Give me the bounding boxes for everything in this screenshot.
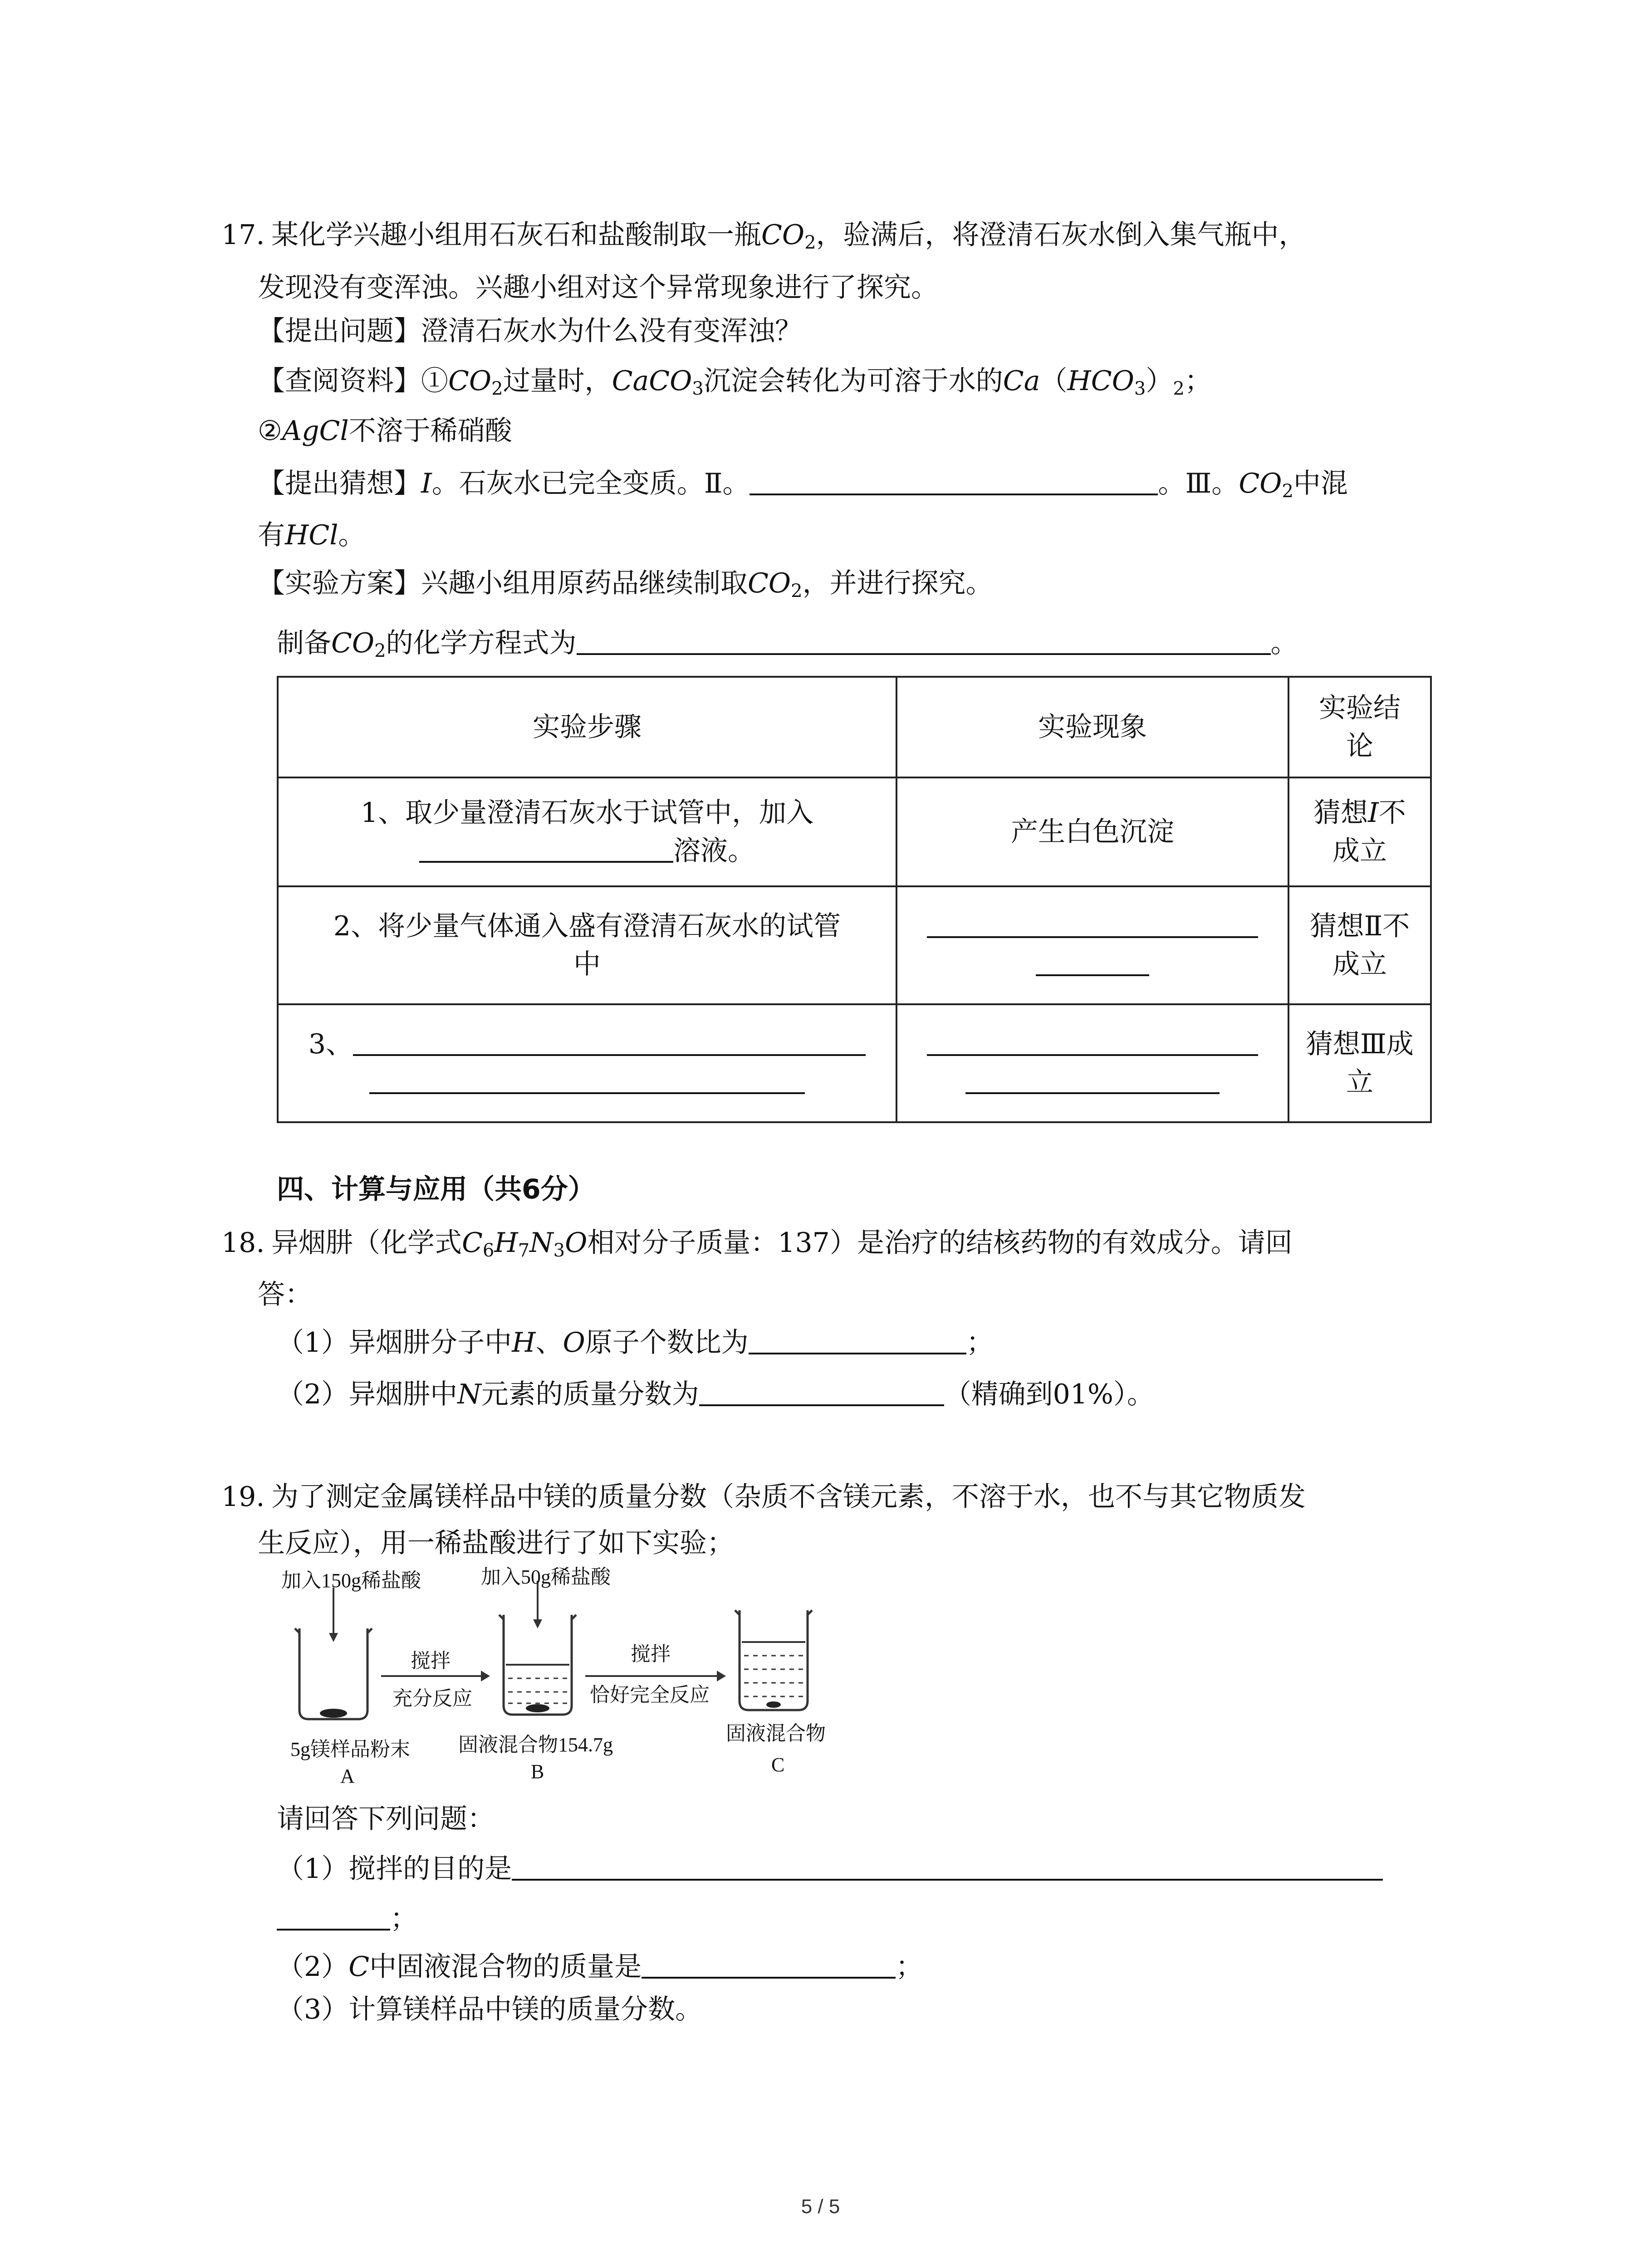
table-row <box>278 1004 1431 1122</box>
q17-reference-1 <box>258 363 1212 399</box>
row2-phenomenon <box>896 886 1288 1004</box>
q18-sub1-text: 、 <box>535 1327 563 1359</box>
formula-h: H <box>494 1227 518 1259</box>
header-conclusion <box>1288 677 1431 777</box>
plan-text: ，并进行探究。 <box>802 567 993 599</box>
formula-caco3-sub: 3 <box>692 378 704 399</box>
row3-step <box>278 1004 896 1122</box>
q19-sub2-end: ； <box>896 1951 923 1983</box>
figure-letter-b: B <box>531 1760 544 1783</box>
figure-label-add-b: 加入50g稀盐酸 <box>481 1566 611 1588</box>
q18-sub1-end: ； <box>966 1327 994 1359</box>
q18-sub1 <box>277 1325 994 1361</box>
guess-text: 有 <box>258 519 285 551</box>
formula-sub: 6 <box>482 1240 495 1261</box>
answer-blank-row3-step-a[interactable] <box>353 1027 866 1056</box>
q19-sub3: （3）计算镁样品中镁的质量分数。 <box>277 1994 703 2025</box>
row2-conclusion-2: 成立 <box>1332 948 1387 980</box>
header-phenomenon: 实验现象 <box>896 677 1288 777</box>
row2-conclusion <box>1288 886 1431 1004</box>
formula-co2-sub: 2 <box>374 640 386 661</box>
q18-sub1-text: （1）异烟肼分子中 <box>277 1327 512 1359</box>
answer-blank-q18-1[interactable] <box>749 1325 966 1354</box>
reference-mark: ② <box>258 415 282 447</box>
q19-sub2-text: 中固液混合物的质量是 <box>369 1951 642 1983</box>
row1-phenomenon: 产生白色沉淀 <box>896 777 1288 886</box>
q17-guess-line2 <box>258 517 365 553</box>
section-heading: 四、计算与应用（共6分） <box>277 1173 595 1205</box>
header-conclusion-2: 论 <box>1346 730 1373 762</box>
reference-text: 过量时， <box>503 365 612 397</box>
row1-conclusion-1b: 不 <box>1378 797 1406 829</box>
q17-number: 17. <box>221 219 265 251</box>
answer-blank-row3-phenomenon-a[interactable] <box>927 1027 1258 1056</box>
reference-text: 沉淀会转化为可溶于水的 <box>703 365 1003 397</box>
formula-o: O <box>565 1227 588 1259</box>
q18-sub2-end: （精确到01%）。 <box>944 1378 1155 1410</box>
formula-co2-sub: 2 <box>1282 481 1293 502</box>
formula-n: N <box>457 1378 481 1410</box>
row1-conclusion-2: 成立 <box>1332 835 1387 867</box>
row2-step-text: 2、将少量气体通入盛有澄清石灰水的试管 <box>333 910 841 942</box>
row1-step-text-2: 溶液。 <box>673 835 755 867</box>
q17-line1 <box>221 217 1306 253</box>
figure-label-add-a: 加入150g稀盐酸 <box>281 1569 421 1592</box>
formula-n: N <box>529 1227 554 1259</box>
figure-label-b: 固液混合物154.7g <box>458 1734 613 1756</box>
guess-text: 。 <box>338 519 366 551</box>
guess-text: 。石灰水已完全变质。Ⅱ。 <box>431 468 750 499</box>
table-row <box>278 677 1431 777</box>
figure-label-arrow2-top: 搅拌 <box>631 1643 671 1665</box>
q18-sub2 <box>277 1376 1154 1413</box>
q19-line1 <box>221 1479 1306 1515</box>
q17-line2: 发现没有变浑浊。兴趣小组对这个异常现象进行了探究。 <box>258 272 938 303</box>
row2-step-text-2: 中 <box>573 948 601 980</box>
equation-text: 的化学方程式为 <box>386 627 577 659</box>
q19-sub2-text: （2） <box>277 1951 349 1983</box>
q19-sub1-cont <box>277 1901 417 1937</box>
reference-label: 【查阅资料】① <box>258 365 448 397</box>
row3-step-text: 3、 <box>308 1028 353 1060</box>
answer-blank-row1-reagent[interactable] <box>419 834 673 863</box>
row1-step-text: 1、取少量澄清石灰水于试管中，加入 <box>360 797 814 829</box>
formula-co2-sub: 2 <box>491 378 503 399</box>
row1-conclusion <box>1288 777 1431 886</box>
figure-label-arrow1-bottom: 充分反应 <box>392 1687 472 1710</box>
header-step: 实验步骤 <box>278 677 896 777</box>
formula-o: O <box>563 1327 585 1359</box>
plan-text: 【实验方案】兴趣小组用原药品继续制取 <box>258 567 748 599</box>
formula-co2: CO <box>448 365 492 397</box>
reference-paren: ） <box>1146 365 1173 397</box>
equation-end: 。 <box>1270 627 1298 659</box>
roman-i: I <box>421 468 432 499</box>
guess-text: 。Ⅲ。 <box>1158 468 1239 499</box>
reference-text: 不溶于稀硝酸 <box>348 415 512 447</box>
beaker-c <box>735 1610 812 1710</box>
formula-c: C <box>348 1951 370 1983</box>
answer-blank-equation[interactable] <box>577 626 1271 655</box>
formula-sub: 7 <box>518 1240 530 1261</box>
figure-label-c: 固液混合物 <box>726 1722 826 1745</box>
formula-hcl: HCl <box>285 519 338 551</box>
answer-blank-q19-1b[interactable] <box>277 1901 390 1931</box>
q17-plan <box>258 565 993 601</box>
formula-caco3: CaCO <box>612 365 692 397</box>
beaker-b <box>499 1581 576 1715</box>
reference-end: ； <box>1184 365 1212 397</box>
experiment-table <box>277 676 1432 1123</box>
formula-hco3-sub: 3 <box>1134 378 1146 399</box>
row1-conclusion-1: 猜想 <box>1313 797 1368 829</box>
formula-co2: CO <box>1239 468 1282 499</box>
q17-guess-line1 <box>258 465 1348 502</box>
answer-blank-q19-2[interactable] <box>642 1950 896 1979</box>
table-row <box>278 777 1431 886</box>
q17-stem-part2: ，验满后，将澄清石灰水倒入集气瓶中， <box>816 219 1306 251</box>
q18-number: 18. <box>221 1227 265 1259</box>
answer-blank-row3-step-b[interactable] <box>369 1065 805 1094</box>
q18-line1 <box>221 1225 1293 1261</box>
guess-label: 【提出猜想】 <box>258 468 421 499</box>
answer-blank-row3-phenomenon-b[interactable] <box>965 1065 1220 1094</box>
reference-paren: （ <box>1040 365 1068 397</box>
q17-reference-2 <box>258 413 512 449</box>
equation-text: 制备 <box>277 627 331 659</box>
figure-letter-a: A <box>340 1765 355 1787</box>
formula-co2: CO <box>761 219 805 251</box>
row3-conclusion-2: 立 <box>1346 1066 1373 1098</box>
formula-co2: CO <box>748 567 791 599</box>
guess-text: 中混 <box>1293 468 1348 499</box>
row2-conclusion-1: 猜想Ⅱ不 <box>1309 910 1410 942</box>
q19-sub1-end: ； <box>390 1903 417 1935</box>
row3-phenomenon <box>896 1004 1288 1122</box>
q18-sub2-text: （2）异烟肼中 <box>277 1378 458 1410</box>
row2-step <box>278 886 896 1004</box>
beaker-a <box>295 1588 372 1719</box>
formula-sub: 3 <box>553 1240 565 1261</box>
q18-sub1-text: 原子个数比为 <box>585 1327 749 1359</box>
formula-c: C <box>462 1227 483 1259</box>
q19-sub1 <box>277 1851 1383 1887</box>
answer-blank-row2-phenomenon-b[interactable] <box>1036 947 1149 976</box>
header-conclusion-1: 实验结 <box>1319 692 1401 724</box>
q17-equation <box>277 625 1298 661</box>
answer-blank-q18-2[interactable] <box>699 1377 944 1406</box>
q19-stem: 为了测定金属镁样品中镁的质量分数（杂质不含镁元素，不溶于水，也不与其它物质发 <box>271 1481 1306 1513</box>
q17-raise-question: 【提出问题】澄清石灰水为什么没有变浑浊？ <box>258 315 802 347</box>
q19-number: 19. <box>221 1481 265 1513</box>
formula-hco3: HCO <box>1067 365 1134 397</box>
formula-co2-sub: 2 <box>791 581 803 601</box>
answer-blank-guess2[interactable] <box>749 466 1158 495</box>
figure-label-a: 5g镁样品粉末 <box>290 1738 410 1760</box>
q18-stem: 相对分子质量：137）是治疗的结核药物的有效成分。请回 <box>587 1227 1293 1259</box>
formula-ca: Ca <box>1003 365 1040 397</box>
figure-label-arrow2-bottom: 恰好完全反应 <box>590 1684 710 1706</box>
q18-line2: 答： <box>258 1279 312 1310</box>
q19-prompt: 请回答下列问题： <box>277 1803 495 1835</box>
row3-conclusion <box>1288 1004 1431 1122</box>
roman-i: I <box>1368 797 1379 829</box>
formula-sub: 2 <box>1173 378 1185 399</box>
q18-sub2-text: 元素的质量分数为 <box>481 1378 699 1410</box>
answer-blank-row2-phenomenon-a[interactable] <box>927 909 1258 938</box>
q19-line2: 生反应），用一稀盐酸进行了如下实验； <box>258 1527 734 1559</box>
formula-h: H <box>512 1327 536 1359</box>
figure-letter-c: C <box>771 1754 785 1776</box>
page-number: 5 / 5 <box>801 2195 840 2218</box>
figure-label-arrow1-top: 搅拌 <box>411 1650 451 1672</box>
q19-sub1-text: （1）搅拌的目的是 <box>277 1853 512 1885</box>
row3-conclusion-1: 猜想Ⅲ成 <box>1306 1028 1414 1060</box>
table-row <box>278 886 1431 1004</box>
q18-stem: 异烟肼（化学式 <box>271 1227 462 1259</box>
q17-stem-part1: 某化学兴趣小组用石灰石和盐酸制取一瓶 <box>271 219 761 251</box>
row1-step <box>278 777 896 886</box>
formula-agcl: AgCl <box>282 415 349 447</box>
formula-co2: CO <box>331 627 375 659</box>
answer-blank-q19-1a[interactable] <box>512 1852 1383 1881</box>
q19-sub2 <box>277 1949 923 1985</box>
formula-co2-sub: 2 <box>804 232 816 253</box>
